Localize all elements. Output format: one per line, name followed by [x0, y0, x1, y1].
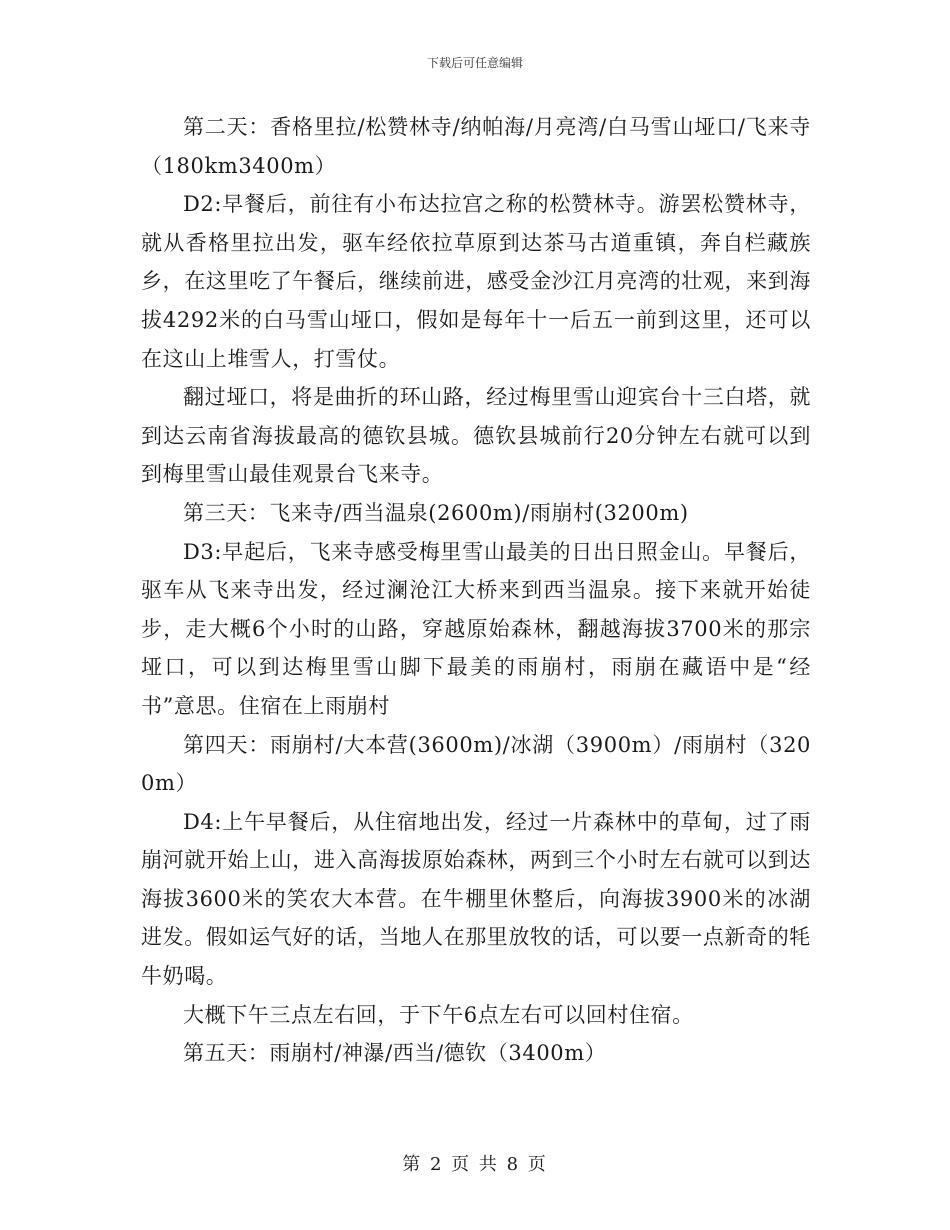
day4-return-note: 大概下午三点左右回，于下午6点左右可以回村住宿。: [183, 1002, 694, 1027]
day2-description-continued: 翻过垭口，将是曲折的环山路，经过梅里雪山迎宾台十三白塔，就到达云南省海拔最高的德钦县城。德钦县城前行20分钟左右就可以到到梅里雪山最佳观景台飞来寺。: [141, 385, 811, 487]
day2-heading: 第二天：香格里拉/松赞林寺/纳帕海/月亮湾/白马雪山垭口/飞来寺（180km3400m）: [141, 115, 811, 178]
page-footer: 第 2 页 共 8 页: [402, 1154, 548, 1175]
day3-description: D3:早起后，飞来寺感受梅里雪山最美的日出日照金山。早餐后，驱车从飞来寺出发，经过澜沧江大桥来到西当温泉。接下来就开始徒步，走大概6个小时的山路，穿越原始森林，翻越海拔3700米的那宗垭口，可以到达梅里雪山脚下最美的雨崩村，雨崩在藏语中是“经书”意思。住宿在上雨崩村: [141, 539, 811, 718]
day2-description: D2:早餐后，前往有小布达拉宫之称的松赞林寺。游罢松赞林寺，就从香格里拉出发，驱车经依拉草原到达茶马古道重镇，奔自栏藏族乡，在这里吃了午餐后，继续前进，感受金沙江月亮湾的壮观，来到海拔4292米的白马雪山垭口，假如是每年十一后五一前到这里，还可以在这山上堆雪人，打雪仗。: [141, 192, 811, 371]
day4-heading: 第四天：雨崩村/大本营(3600m)/冰湖（3900m）/雨崩村（3200m）: [141, 732, 811, 796]
page-header: 下载后可任意编辑: [426, 56, 523, 70]
day3-heading: 第三天：飞来寺/西当温泉(2600m)/雨崩村(3200m): [183, 500, 689, 525]
day5-heading: 第五天：雨崩村/神瀑/西当/德钦（3400m）: [183, 1041, 607, 1066]
document-body: [141, 108, 811, 1073]
day4-description: D4:上午早餐后，从住宿地出发，经过一片森林中的草甸，过了雨崩河就开始上山，进入高海拔原始森林，两到三个小时左右就可以到达海拔3600米的笑农大本营。在牛棚里休整后，向海拔3900米的冰湖进发。假如运气好的话，当地人在那里放牧的话，可以要一点新奇的牦牛奶喝。: [141, 809, 811, 989]
